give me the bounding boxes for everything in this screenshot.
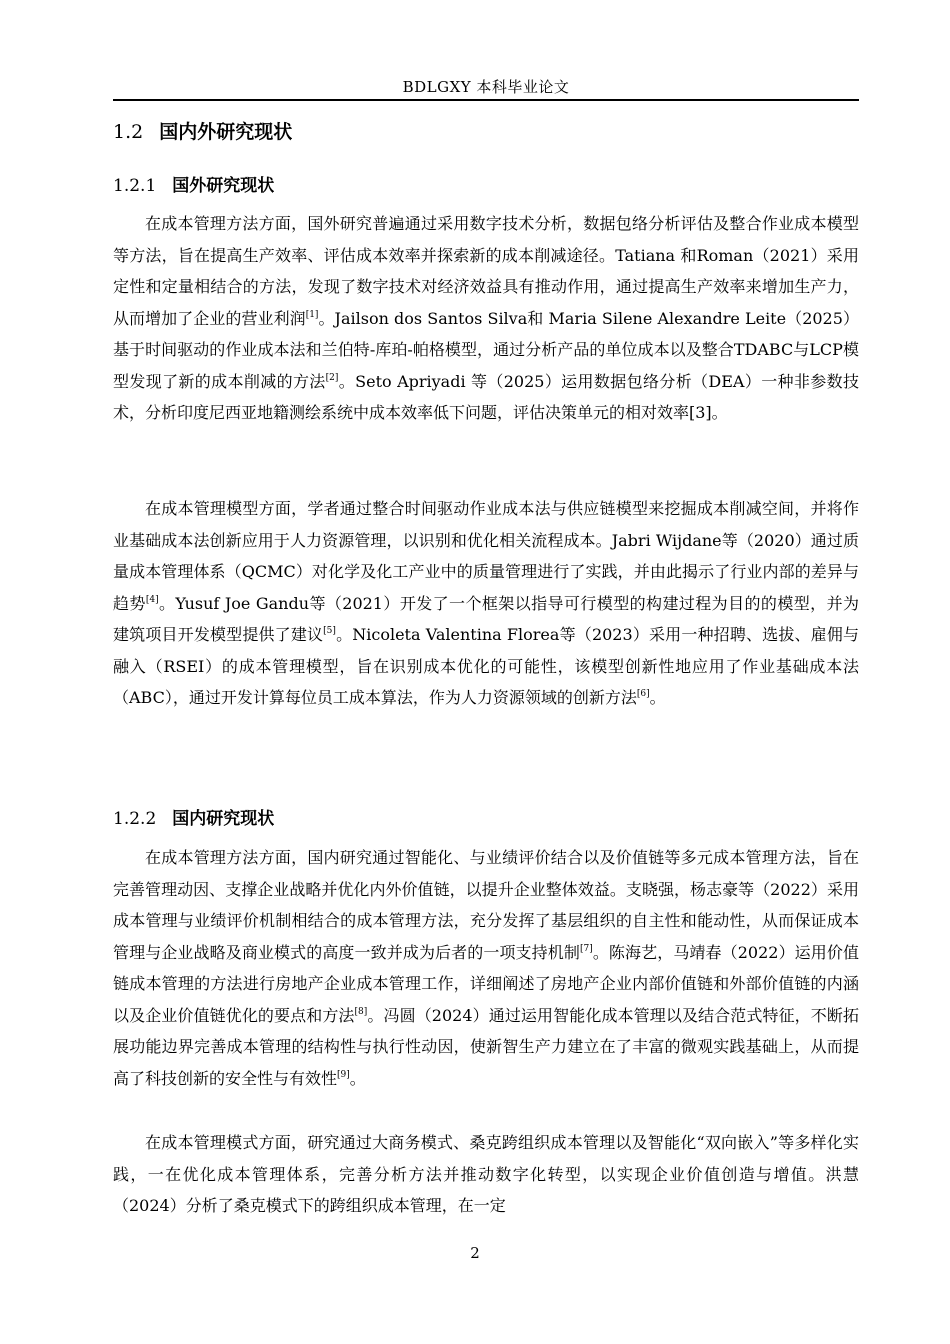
paragraph-domestic-modes: 在成本管理模式方面，研究通过大商务模式、桑克跨组织成本管理以及智能化“双向嵌入”等多样化实践，一在优化成本管理体系，完善分析方法并推动数字化转型，以实现企业价值创造与增值。洪慧（2024）分析了桑克模式下的跨组织成本管理，在一定 bbox=[113, 1133, 859, 1215]
paragraph-foreign-models bbox=[113, 493, 859, 714]
text-run: 在成本管理模型方面，学者通过整合时间驱动作业成本法与供应链模型来挖掘成本削减空间，并将作业基础成本法创新应用于人力资源管理，以识别和优化相关流程成本。Jabri Wijdane等（2020）通过质量成本管理体系（QCMC）对化学及化工产业中的质量管理进行了实践，并由此揭示了行业内部的差异与趋势 bbox=[113, 499, 859, 613]
subsection-heading-domestic bbox=[113, 804, 274, 829]
text-run: 。 bbox=[649, 688, 666, 707]
section-title: 国内外研究现状 bbox=[159, 121, 293, 143]
text-run: 。Seto Apriyadi 等（2025）运用数据包络分析（DEA）一种非参数技术，分析印度尼西亚地籍测绘系统中成本效率低下问题，评估决策单元的相对效率[3]。 bbox=[113, 371, 859, 422]
citation: [5] bbox=[323, 626, 336, 636]
text-run: 。Yusuf Joe Gandu等（2021）开发了一个框架以指导可行模型的构建过程为目的的模型，并为建筑项目开发模型提供了建议 bbox=[113, 593, 859, 644]
text-run: 。 bbox=[349, 1068, 366, 1088]
subsection-title: 国内研究现状 bbox=[172, 809, 275, 829]
citation: [7] bbox=[579, 943, 593, 954]
citation: [8] bbox=[354, 1006, 368, 1017]
citation: [2] bbox=[325, 372, 339, 383]
page-number: 2 bbox=[470, 1244, 480, 1262]
text-run: 在成本管理方法方面，国外研究普遍通过采用数字技术分析，数据包络分析评估及整合作业成本模型等方法，旨在提高生产效率、评估成本效率并探索新的成本削减途径。Tatiana 和Roman（2021）采用定性和定量相结合的方法，发现了数字技术对经济效益具有推动作用，通过提高生产效率来增加生产力，从而增加了企业的营业利润 bbox=[113, 214, 859, 328]
citation: [4] bbox=[145, 594, 159, 605]
subsection-number: 1.2.1 bbox=[113, 176, 157, 196]
section-heading bbox=[113, 117, 292, 144]
citation: [6] bbox=[636, 689, 650, 699]
paragraph-domestic-methods bbox=[113, 842, 859, 1094]
paragraph-foreign-methods bbox=[113, 208, 859, 429]
subsection-heading-foreign bbox=[113, 171, 274, 196]
text-run: 。冯圆（2024）通过运用智能化成本管理以及结合范式特征，不断拓展功能边界完善成本管理的结构性与执行性动因，使新智生产力建立在了丰富的微观实践基础上，从而提高了科技创新的安全性与有效性 bbox=[113, 1005, 859, 1088]
subsection-number: 1.2.2 bbox=[113, 809, 157, 829]
text-run: 。陈海艺，马靖春（2022）运用价值链成本管理的方法进行房地产企业成本管理工作，详细阐述了房地产企业内部价值链和外部价值链的内涵以及企业价值链优化的要点和方法 bbox=[113, 942, 859, 1025]
subsection-title: 国外研究现状 bbox=[172, 176, 275, 196]
running-header: BDLGXY 本科毕业论文 bbox=[402, 78, 570, 96]
text-run: 。Nicoleta Valentina Florea等（2023）采用一种招聘、选拔、雇佣与融入（RSEI）的成本管理模型，旨在识别成本优化的可能性，该模型创新性地应用了作业基础成本法（ABC），通过开发计算每位员工成本算法，作为人力资源领域的创新方法 bbox=[113, 625, 859, 707]
citation: [9] bbox=[337, 1069, 350, 1080]
section-number: 1.2 bbox=[113, 121, 144, 143]
citation: [1] bbox=[305, 309, 319, 320]
header-rule bbox=[113, 99, 859, 101]
text-run: 在成本管理方法方面，国内研究通过智能化、与业绩评价结合以及价值链等多元成本管理方法，旨在完善管理动因、支撑企业战略并优化内外价值链，以提升企业整体效益。支晓强，杨志豪等（2022）采用成本管理与业绩评价机制相结合的成本管理方法，充分发挥了基层组织的自主性和能动性，从而保证成本管理与企业战略及商业模式的高度一致并成为后者的一项支持机制 bbox=[113, 848, 859, 962]
text-run: 。Jailson dos Santos Silva和 Maria Silene Alexandre Leite（2025）基于时间驱动的作业成本法和兰伯特-库珀-帕格模型，通过分析产品的单位成本以及整合TDABC与LCP模型发现了新的成本削减的方法 bbox=[113, 308, 859, 391]
